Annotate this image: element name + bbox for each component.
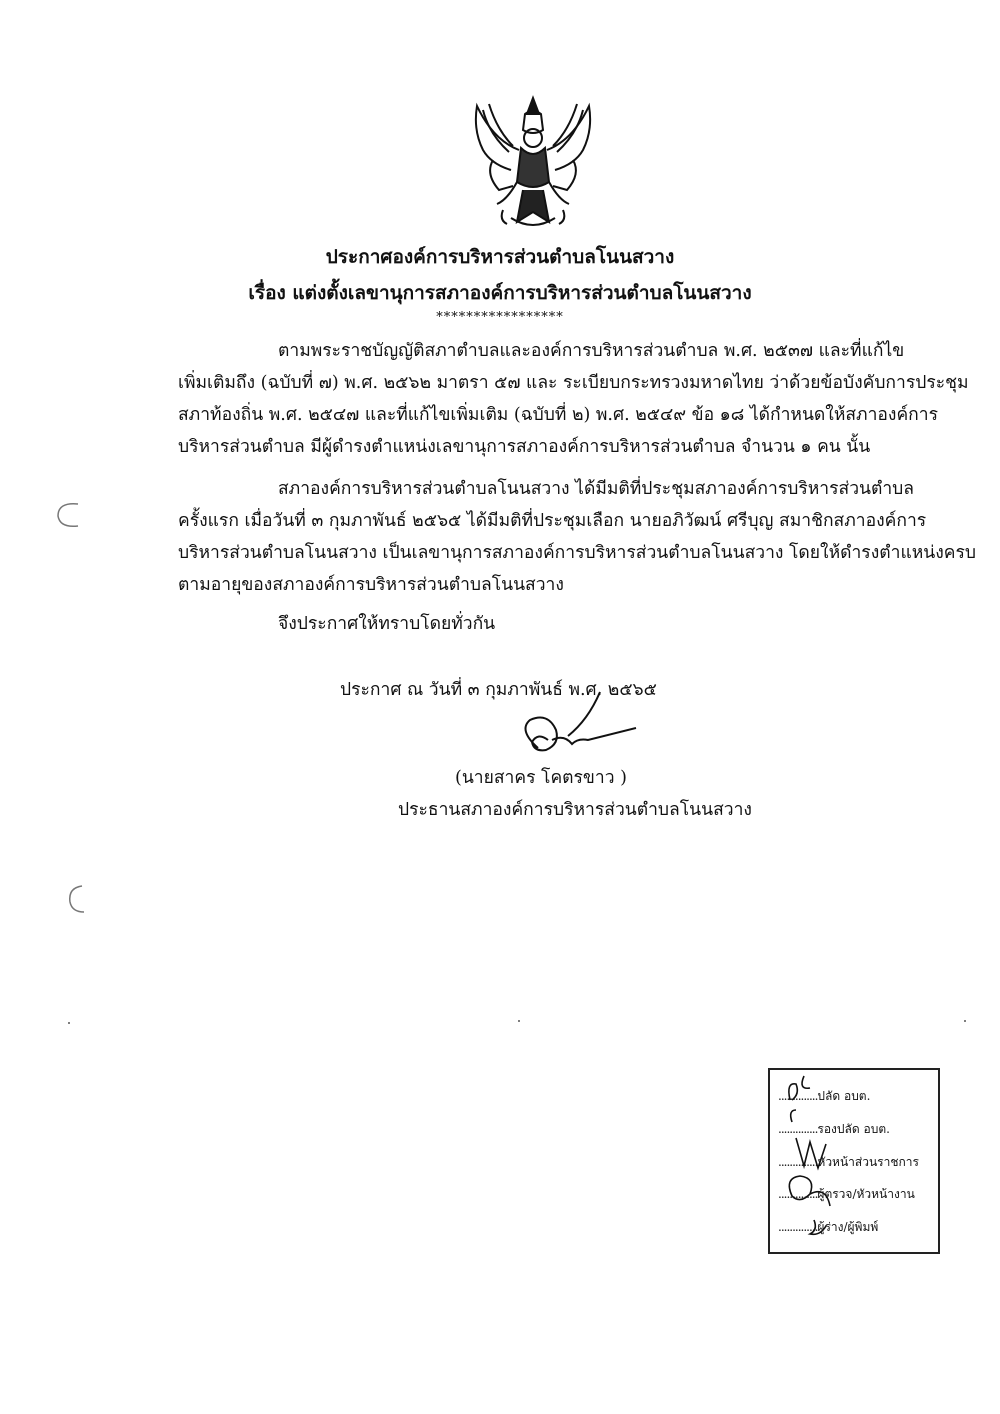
scan-speck [68, 1022, 70, 1024]
stamp-label: หัวหน้าส่วนราชการ [817, 1155, 919, 1169]
separator-line: ***************** [436, 310, 564, 325]
paragraph-line: ตามพระราชบัญญัติสภาตำบลและองค์การบริหารส่วนตำบล พ.ศ. ๒๕๓๗ และที่แก้ไข [278, 341, 905, 361]
stamp-label: ผู้ร่าง/ผู้พิมพ์ [817, 1220, 879, 1234]
scan-speck [518, 1020, 520, 1022]
paragraph-line: ครั้งแรก เมื่อวันที่ ๓ กุมภาพันธ์ ๒๕๖๕ ได้มีมติที่ประชุมเลือก นายอภิวัฒน์ ศรีบุญ สมาชิกสภาองค์การ [178, 511, 927, 531]
punch-hole-mark [52, 498, 84, 532]
signature-dots: .............. [778, 1089, 818, 1103]
signature-dots: .............. [778, 1220, 818, 1234]
stamp-label: รองปลัด อบต. [817, 1122, 890, 1136]
body-paragraph-2 [178, 473, 976, 601]
announcement-title: ประกาศองค์การบริหารส่วนตำบลโนนสวาง [325, 246, 675, 268]
paragraph-line: สภาท้องถิ่น พ.ศ. ๒๕๔๗ และที่แก้ไขเพิ่มเติม (ฉบับที่ ๒) พ.ศ. ๒๕๔๙ ข้อ ๑๘ ได้กำหนดให้สภาองค์การ [178, 405, 939, 425]
paragraph-line: บริหารส่วนตำบล มีผู้ดำรงตำแหน่งเลขานุการสภาองค์การบริหารส่วนตำบล จำนวน ๑ คน นั้น [178, 437, 871, 457]
paragraph-line: เพิ่มเติมถึง (ฉบับที่ ๗) พ.ศ. ๒๕๖๒ มาตรา ๕๗ และ ระเบียบกระทรวงมหาดไทย ว่าด้วยข้อบังคับการประชุม [178, 373, 969, 393]
closing-statement [178, 608, 878, 640]
paragraph-line: บริหารส่วนตำบลโนนสวาง เป็นเลขานุการสภาองค์การบริหารส่วนตำบลโนนสวาง โดยให้ดำรงตำแหน่งครบ [178, 543, 976, 563]
paragraph-line: ตามอายุของสภาองค์การบริหารส่วนตำบลโนนสวาง [178, 575, 564, 595]
stamp-label: ผู้ตรวจ/หัวหน้างาน [817, 1187, 915, 1201]
body-paragraph-1 [178, 335, 969, 463]
scan-speck [964, 1020, 966, 1022]
stamp-label: ปลัด อบต. [817, 1089, 871, 1103]
paragraph-line: สภาองค์การบริหารส่วนตำบลโนนสวาง ได้มีมติที่ประชุมสภาองค์การบริหารส่วนตำบล [278, 479, 915, 499]
signer-name: (นายสาคร โคตรขาว ) [455, 768, 627, 788]
handwritten-signature [508, 690, 638, 770]
announcement-subject: เรื่อง แต่งตั้งเลขานุการสภาองค์การบริหารส่วนตำบลโนนสวาง [248, 282, 752, 304]
signer-position: ประธานสภาองค์การบริหารส่วนตำบลโนนสวาง [398, 800, 752, 820]
announcement-date: ประกาศ ณ วันที่ ๓ กุมภาพันธ์ พ.ศ. ๒๕๖๕ [340, 680, 657, 700]
closing-text: จึงประกาศให้ทราบโดยทั่วกัน [278, 614, 496, 634]
signature-dots: .............. [778, 1122, 818, 1136]
signature-dots: .............. [778, 1155, 818, 1169]
signature-dots: .............. [778, 1187, 818, 1201]
punch-hole-mark [62, 882, 94, 916]
handwritten-initials [770, 1070, 938, 1252]
garuda-emblem [463, 90, 603, 235]
approval-stamp-box [768, 1068, 940, 1254]
